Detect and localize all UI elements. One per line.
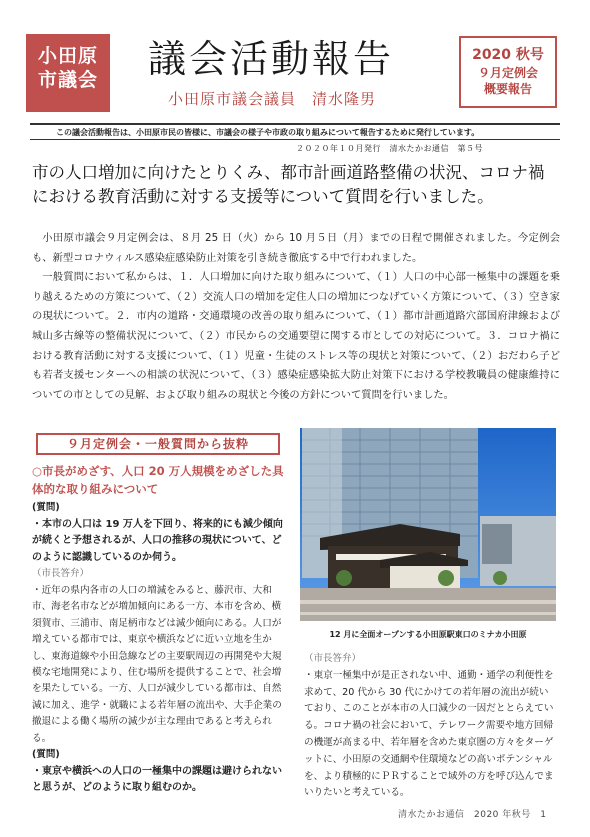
qa-right-column: [304, 651, 558, 802]
publication-info: ２０２０年１０月発行 清水たかお通信 第５号: [296, 144, 483, 153]
intro-paragraph-1: 小田原市議会９月定例会は、８月 25 日（火）から 10 月５日（月）までの日程で開催されました。今定例会も、新型コロナウィルス感染症感染防止対策を引き続き徹底する中で行われました。: [32, 232, 560, 264]
building-illustration: [300, 428, 556, 621]
intro-paragraph-2: 一般質問において私からは、１．人口増加に向けた取り組みについて、（１）人口の中心部一極集中の課題を乗り越えるための方策について、（２）交流人口の増加を定住人口の増加につなげていく方策について、（３）空き家の現状について。２．市内の道路・交通環境の改善の取り組みについて、（１）都市計画道路穴部国府津線および城山多古線等の整備状況について、（２）市民からの交通要望に関する市としての対応について。３．コロナ禍における教育活動に対する支援について、（１）児童・生徒のストレス等の現状と対策について、（２）おだわら子ども若者支援センターへの相談の状況について、（３）感染症感染拡大防止対策下における学校教職員の健康維持についての市としての見解、および取り組みの現状と今後の方針について質問を行いました。: [32, 271, 560, 401]
question-1: ・本市の人口は 19 万人を下回り、将来的にも減少傾向が続くと予想されるが、人口の推移の現状について、どのように認識しているのか伺う。: [32, 518, 283, 563]
answer-1: ・近年の県内各市の人口の増減をみると、藤沢市、大和市、海老名市などが増加傾向にある一方、本市を含め、横須賀市、三浦市、南足柄市などは減少傾向にある。人口が増えている都市では、東京や横浜などに近い立地を生かし、東海道線や小田急線などの主要駅周辺の再開発や大規模な宅地開発により、住む場所を提供することで、社会増を果たしている。一方、人口が減少している都市は、自然減に加え、進学・就職による若年層の流出や、大手企業の撤退による働く場所の減少が主な理由であると考えられる。: [32, 584, 282, 744]
issue-session: ９月定例会: [477, 65, 538, 80]
question-label: (質問): [32, 502, 60, 513]
station-photo: [300, 428, 556, 621]
assembly-badge: [26, 34, 110, 112]
answer-label-2: （市長答弁）: [304, 653, 362, 664]
qa-left-column: [32, 500, 288, 797]
badge-line1: 小田原: [37, 45, 98, 67]
author-name: 小田原市議会議員 清水隆男: [168, 90, 377, 108]
issue-type: 概要報告: [483, 82, 532, 97]
question-2: ・東京や横浜への人口の一極集中の課題は避けられないと思うが、どのように取り組むのか。: [32, 765, 282, 794]
header: [0, 0, 590, 124]
purpose-note: この議会活動報告は、小田原市民の皆様に、市議会の様子や市政の取り組みについて報告するために発行しています。: [56, 128, 480, 137]
badge-line2: 市議会: [37, 68, 98, 91]
issue-season: 2020 秋号: [472, 47, 544, 63]
divider-top: [30, 123, 560, 125]
answer-label: （市長答弁）: [32, 568, 90, 580]
photo-caption: 12 月に全面オープンする小田原駅東口のミナカ小田原: [329, 630, 527, 639]
divider-sub: [30, 139, 560, 140]
headline: 市の人口増加に向けたとりくみ、都市計画道路整備の状況、コロナ禍における教育活動に対する支援等について質問を行いました。: [32, 163, 545, 206]
section-heading: ９月定例会・一般質問から抜粋: [36, 433, 280, 455]
answer-2: ・東京一極集中が是正されない中、通勤・通学の利便性を求めて、20 代から 30 代にかけての若年層の流出が続いており、このことが本市の人口減少の一因だととらえている。コロナ禍の社会において、テレワーク需要や地方回帰の機運が高まる中、若年層を含めた東京圏の方々をターゲットに、小田原の交通網や住環境などの高いポテンシャルを、より積極的にＰＲすることで域外の方を呼び込んでまいりたいと考えている。: [304, 669, 554, 799]
page-footer: 清水たかお通信 2020 年秋号 1: [398, 810, 547, 820]
issue-box: [459, 36, 557, 108]
page-title: 議会活動報告: [148, 37, 395, 81]
question-title: ○市長がめざす、人口 20 万人規模をめざした具体的な取り組みについて: [32, 464, 284, 496]
question-label-2: (質問): [32, 749, 60, 761]
intro-text: [32, 229, 560, 405]
